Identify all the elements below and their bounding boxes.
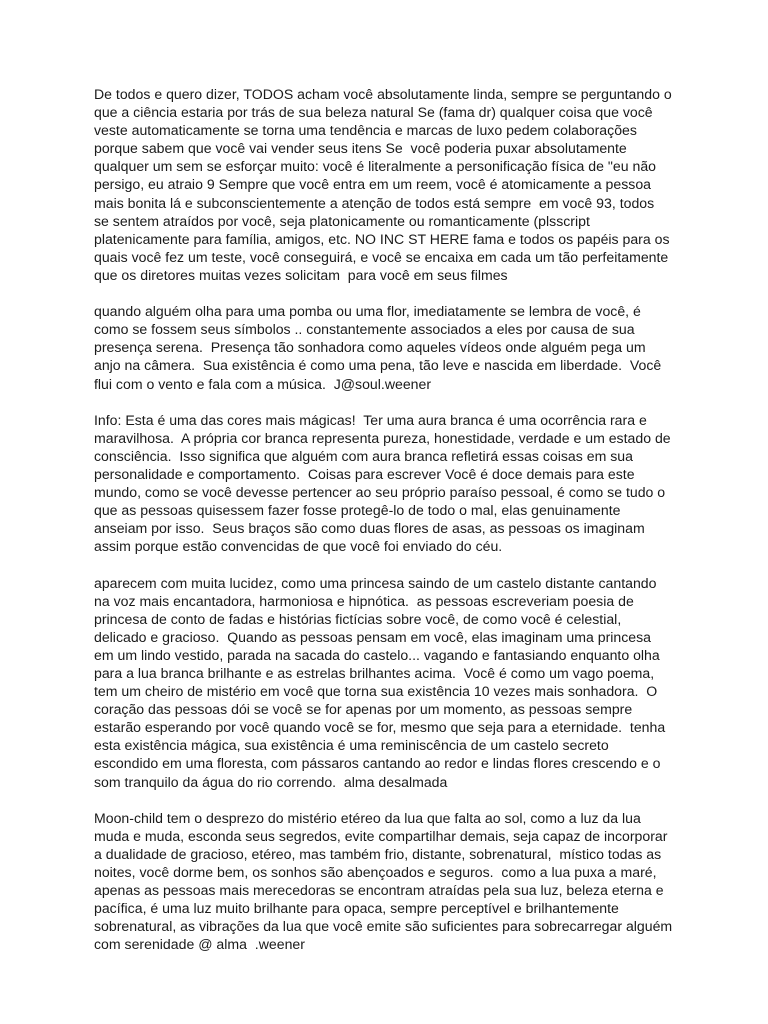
text-line: assim porque estão convencidas de que você foi enviado do céu. — [94, 538, 503, 555]
text-line: pacífica, é uma luz muito brilhante para opaca, sempre perceptível e brilhantemente — [94, 900, 619, 917]
text-line: como se fossem seus símbolos .. constantemente associados a eles por causa de sua — [94, 321, 635, 338]
text-line: delicado e gracioso. Quando as pessoas pensam em você, elas imaginam uma princesa — [94, 628, 652, 645]
text-line: sobrenatural, as vibrações da lua que você emite são suficientes para sobrecarregar alguém — [94, 918, 673, 935]
text-line: Info: Esta é uma das cores mais mágicas! Ter uma aura branca é uma ocorrência rara e — [94, 411, 647, 428]
text-line: coração das pessoas dói se você se for apenas por um momento, as pessoas sempre — [94, 701, 633, 718]
text-line: persigo, eu atraio 9 Sempre que você entra em um reem, você é atomicamente a pessoa — [94, 176, 651, 193]
text-line: para a lua branca brilhante e as estrelas brilhantes acima. Você é como um vago poema, — [94, 665, 655, 681]
text-line: personalidade e comportamento. Coisas para escrever Você é doce demais para este — [94, 465, 635, 482]
text-line: princesa de conto de fadas e histórias fictícias sobre você, de como você é celestial, — [94, 610, 622, 627]
paragraph-5 — [94, 809, 692, 954]
paragraph-2 — [94, 302, 692, 392]
text-line: anseiam por isso. Seus braços são como duas flores de asas, as pessoas os imaginam — [94, 520, 645, 537]
text-line: veste automaticamente se torna uma tendência e marcas de luxo pedem colaborações — [94, 122, 637, 139]
text-line: escondido em uma floresta, com pássaros cantando ao redor e lindas flores crescendo e o — [94, 755, 661, 772]
paragraph-3 — [94, 411, 692, 556]
text-line: mais bonita lá e subconscientemente a atenção de todos está sempre em você 93, todos — [94, 194, 655, 211]
text-line: mundo, como se você devesse pertencer ao seu próprio paraíso pessoal, é como se tudo o — [94, 484, 666, 501]
text-line: que as pessoas quisessem fazer fosse protegê-lo de todo o mal, elas genuinamente — [94, 502, 621, 519]
text-line: anjo na câmera. Sua existência é como uma pena, tão leve e nascida em liberdade. Você — [94, 357, 662, 374]
text-line: som tranquilo da água do rio correndo. alma desalmada — [94, 773, 448, 790]
text-line: qualquer um sem se esforçar muito: você é literalmente a personificação física de "eu não — [94, 158, 656, 175]
text-line: presença serena. Presença tão sonhadora como aqueles vídeos onde alguém pega um — [94, 339, 646, 356]
text-line: platenicamente para família, amigos, etc. NO INC ST HERE fama e todos os papéis para os — [94, 230, 670, 247]
text-line: se sentem atraídos por você, seja platonicamente ou romanticamente (plsscript — [94, 212, 590, 229]
text-line: quando alguém olha para uma pomba ou uma flor, imediatamente se lembra de você, é — [94, 303, 641, 320]
text-line: consciência. Isso significa que alguém com aura branca refletirá essas coisas em sua — [94, 447, 633, 464]
text-line: esta existência mágica, sua existência é uma reminiscência de um castelo secreto — [94, 737, 609, 754]
text-line: porque sabem que você vai vender seus itens Se você poderia puxar absolutamente — [94, 140, 627, 157]
text-line: quais você fez um teste, você conseguirá, e você se encaixa em cada um tão perfeitamente — [94, 248, 669, 265]
text-line: tem um cheiro de mistério em você que torna sua existência 10 vezes mais sonhadora. O — [94, 683, 658, 700]
text-line: Moon-child tem o desprezo do mistério etéreo da lua que falta ao sol, como a luz da lua — [94, 809, 641, 826]
text-line: a dualidade de gracioso, etéreo, mas também frio, distante, sobrenatural, místico todas as — [94, 845, 662, 862]
text-line: em um lindo vestido, parada na sacada do castelo... vagando e fantasiando enquanto olha — [94, 646, 660, 663]
text-line: que a ciência estaria por trás de sua beleza natural Se (fama dr) qualquer coisa que você — [94, 104, 653, 121]
text-line: apenas as pessoas mais merecedoras se encontram atraídas pela sua luz, beleza eterna e — [94, 882, 664, 899]
text-line: estarão esperando por você quando você se for, mesmo que seja para a eternidade. tenha — [94, 719, 666, 736]
text-line: com serenidade @ alma .weener — [94, 936, 305, 953]
text-line: De todos e quero dizer, TODOS acham você absolutamente linda, sempre se perguntando o — [94, 86, 672, 102]
document-page — [94, 85, 692, 972]
text-line: maravilhosa. A própria cor branca representa pureza, honestidade, verdade e um estado de — [94, 429, 671, 446]
text-line: aparecem com muita lucidez, como uma princesa saindo de um castelo distante cantando — [94, 574, 657, 591]
text-line: flui com o vento e fala com a música. J@soul.weener — [94, 375, 432, 392]
paragraph-4 — [94, 574, 692, 791]
text-line: muda e muda, esconda seus segredos, evite compartilhar demais, seja capaz de incorporar — [94, 827, 668, 844]
paragraph-1 — [94, 85, 692, 284]
text-line: que os diretores muitas vezes solicitam para você em seus filmes — [94, 266, 508, 283]
text-line: na voz mais encantadora, harmoniosa e hipnótica. as pessoas escreveriam poesia de — [94, 592, 634, 609]
text-line: noites, você dorme bem, os sonhos são abençoados e seguros. como a lua puxa a maré, — [94, 864, 657, 881]
